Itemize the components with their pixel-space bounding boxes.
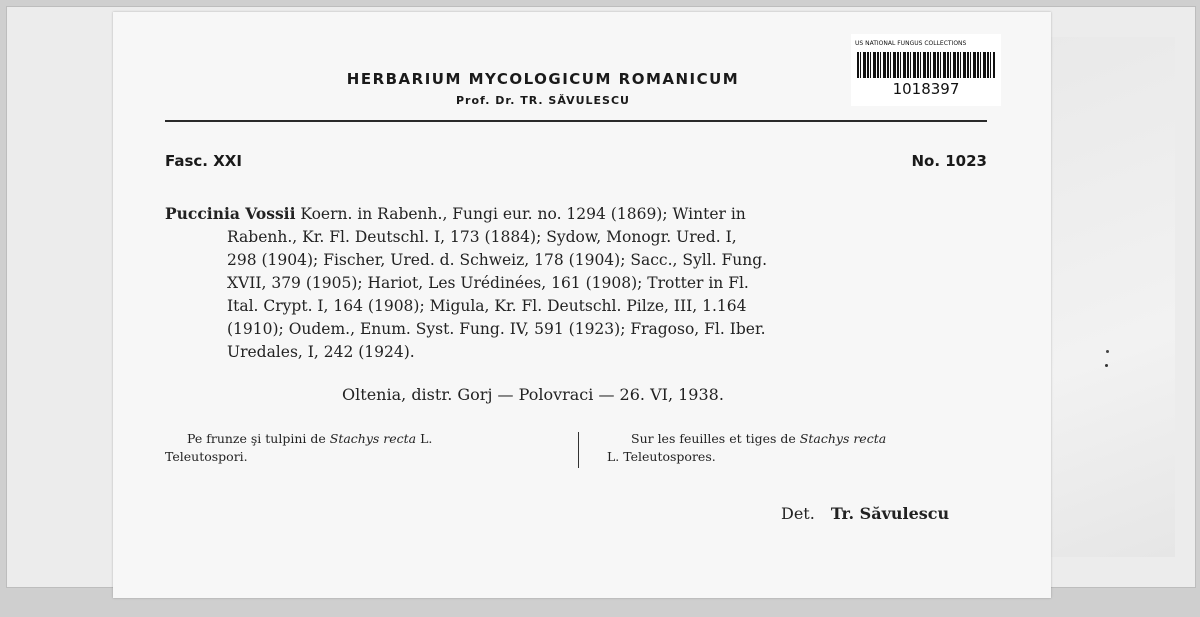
host-french [607,430,997,466]
host-ro-line2: Teleutospori. [165,449,248,464]
host-divider [578,432,579,468]
herbarium-subtitle: Prof. Dr. TR. SĂVULESCU [455,94,630,107]
citation-line-7: Uredales, I, 242 (1924). [227,343,415,361]
dust-speck [1106,350,1109,353]
herbarium-label [113,12,1051,598]
citation-line-1 [165,202,993,226]
host-ro-prefix: Pe frunze şi tulpini de [187,431,326,446]
species-citation [165,202,993,364]
header-divider [165,120,987,122]
citation-line-2: Rabenh., Kr. Fl. Deutschl. I, 173 (1884); Sydow, Monogr. Ured. I, [227,228,737,246]
host-romanian [165,430,575,466]
dust-speck [1105,364,1108,367]
herbarium-title: HERBARIUM MYCOLOGICUM ROMANICUM [346,70,740,88]
determiner-label: Det. [781,504,815,523]
envelope-flap [1034,37,1175,557]
host-fr-prefix: Sur les feuilles et tiges de [631,431,796,446]
barcode-header: US NATIONAL FUNGUS COLLECTIONS [855,40,967,47]
fascicle-number: Fasc. XXI [165,152,242,170]
citation-line-5: Ital. Crypt. I, 164 (1908); Migula, Kr. Fl. Deutschl. Pilze, III, 1.164 [227,297,747,315]
host-fr-line2: L. Teleutospores. [607,449,716,464]
determiner-name: Tr. Săvulescu [830,504,950,523]
host-ro-suffix: L. [420,431,433,446]
citation-line-6: (1910); Oudem., Enum. Syst. Fung. IV, 591 (1923); Fragoso, Fl. Iber. [227,320,766,338]
barcode-number: 1018397 [892,80,960,98]
specimen-number: No. 1023 [911,152,987,170]
host-ro-species: Stachys recta [329,431,417,446]
citation-line-4: XVII, 379 (1905); Hariot, Les Urédinées, 161 (1908); Trotter in Fl. [227,274,749,292]
determiner [781,504,949,523]
species-name: Puccinia Vossii [165,204,296,223]
barcode-icon [857,52,995,78]
citation-line-3: 298 (1904); Fischer, Ured. d. Schweiz, 178 (1904); Sacc., Syll. Fung. [227,251,768,269]
host-fr-species: Stachys recta [799,431,887,446]
citation-text: Koern. in Rabenh., Fungi eur. no. 1294 (1869); Winter in [300,205,746,223]
collection-locality: Oltenia, distr. Gorj — Polovraci — 26. VI, 1938. [342,385,724,404]
barcode-sticker [851,34,1001,106]
